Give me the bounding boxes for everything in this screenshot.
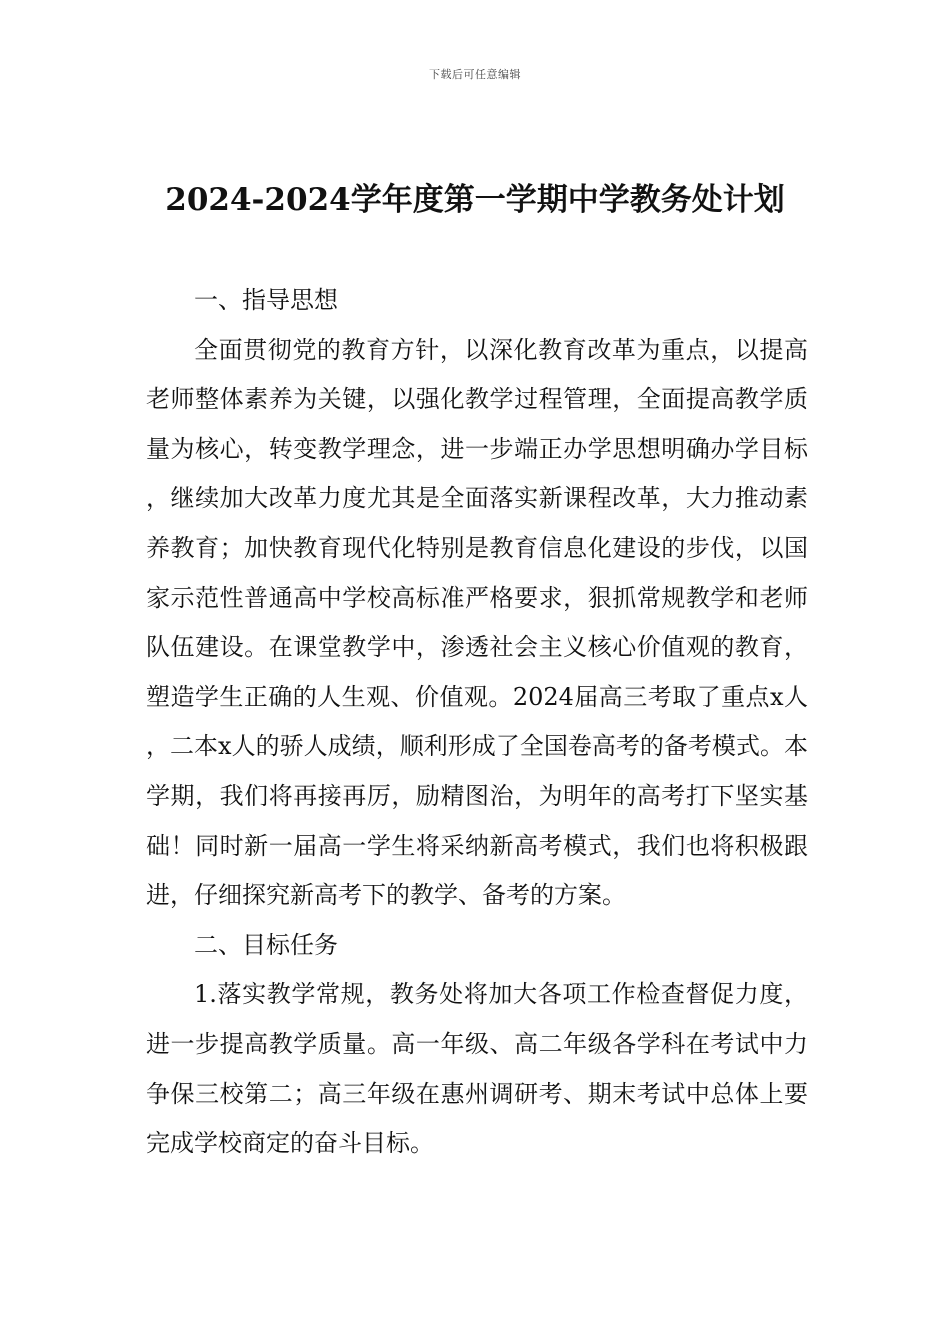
section-heading-guiding-ideology: 一、指导思想 bbox=[194, 286, 338, 314]
paragraph-guiding-ideology: 全面贯彻党的教育方针，以深化教育改革为重点，以提高老师整体素养为关键，以强化教学过程管理，全面提高教学质量为核心，转变教学理念，进一步端正办学思想明确办学目标，继续加大改革力度尤其是全面落实新课程改革，大力推动素养教育；加快教育现代化特别是教育信息化建设的步伐，以国家示范性普通高中学校高标准严格要求，狠抓常规教学和老师队伍建设。在课堂教学中，渗透社会主义核心价值观的教育，塑造学生正确的人生观、价值观。2024届高三考取了重点x人，二本x人的骄人成绩，顺利形成了全国卷高考的备考模式。本学期，我们将再接再厉，励精图治，为明年的高考打下坚实基础！同时新一届高一学生将采纳新高考模式，我们也将积极跟进，仔细探究新高考下的教学、备考的方案。 bbox=[146, 335, 808, 910]
section-heading-goals-tasks: 二、目标任务 bbox=[194, 930, 338, 959]
document-title: 2024-2024学年度第一学期中学教务处计划 bbox=[165, 182, 785, 218]
page-header-note: 下载后可任意编辑 bbox=[429, 68, 521, 81]
document-body bbox=[146, 276, 808, 1169]
paragraph-goal-1: 1.落实教学常规，教务处将加大各项工作检查督促力度，进一步提高教学质量。高一年级、高二年级各学科在考试中力争保三校第二；高三年级在惠州调研考、期末考试中总体上要完成学校商定的奋斗目标。 bbox=[146, 980, 808, 1158]
